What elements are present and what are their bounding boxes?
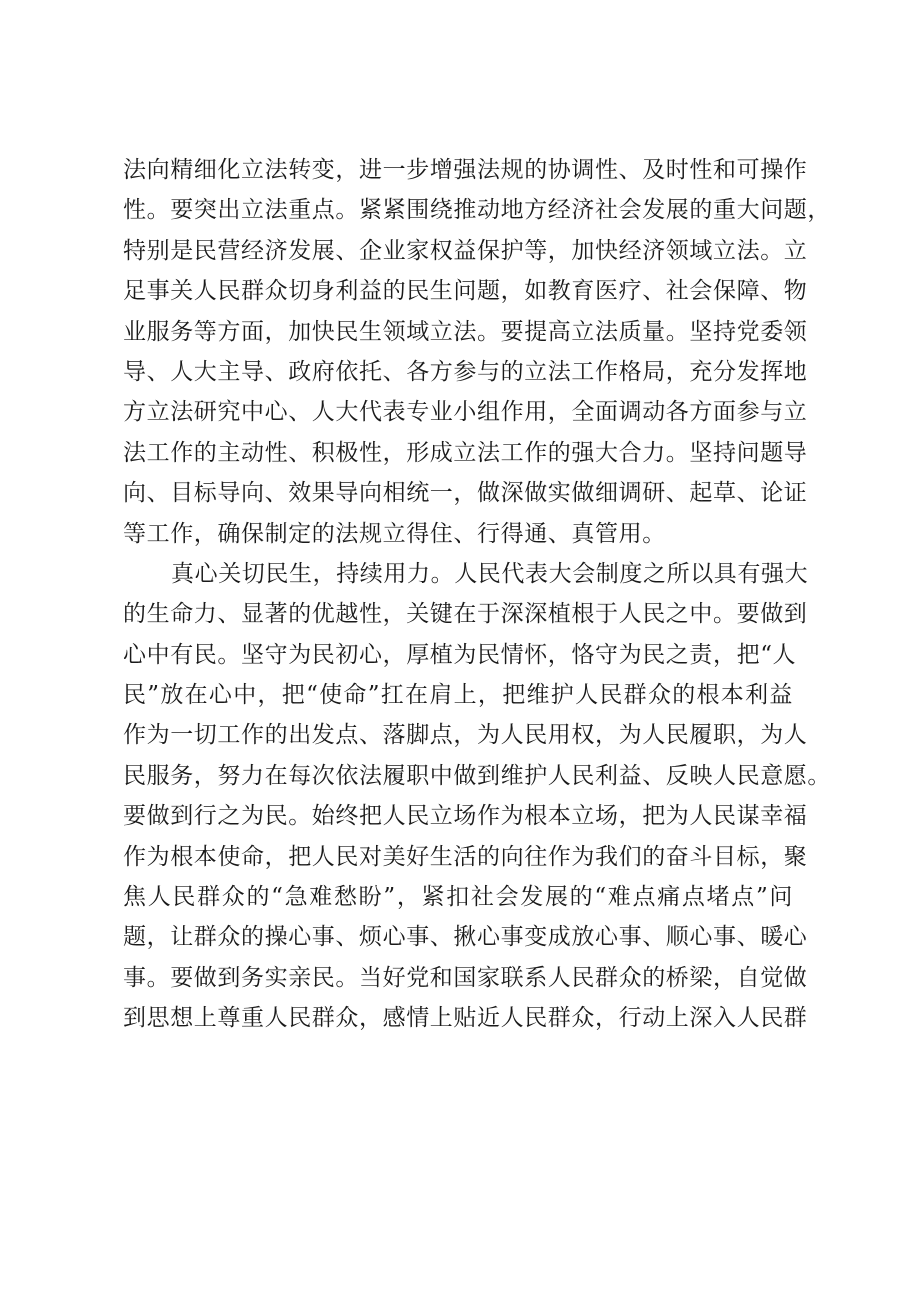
text-line: 民”放在心中，把“使命”扛在肩上，把维护人民群众的根本利益 — [123, 682, 793, 709]
text-line: 业服务等方面，加快民生领域立法。要提高立法质量。坚持党委领 — [123, 318, 808, 345]
text-line: 题，让群众的操心事、烦心事、揪心事变成放心事、顺心事、暖心 — [123, 924, 808, 951]
text-line: 作为一切工作的出发点、落脚点，为人民用权，为人民履职，为人 — [123, 722, 808, 749]
text-line: 方立法研究中心、人大代表专业小组作用，全面调动各方面参与立 — [123, 399, 808, 426]
text-line: 法工作的主动性、积极性，形成立法工作的强大合力。坚持问题导 — [123, 439, 808, 466]
text-line: 足事关人民群众切身利益的民生问题，如教育医疗、社会保障、物 — [123, 278, 808, 305]
text-line: 心中有民。坚守为民初心，厚植为民情怀，恪守为民之责，把“人 — [123, 641, 797, 668]
text-line: 作为根本使命，把人民对美好生活的向往作为我们的奋斗目标，聚 — [123, 843, 808, 870]
text-line: 民服务，努力在每次依法履职中做到维护人民利益、反映人民意愿。 — [123, 762, 831, 789]
text-line: 向、目标导向、效果导向相统一，做深做实做细调研、起草、论证 — [123, 480, 808, 507]
text-line: 事。要做到务实亲民。当好党和国家联系人民群众的桥梁，自觉做 — [123, 964, 808, 991]
document-body — [123, 150, 831, 1039]
text-line: 性。要突出立法重点。紧紧围绕推动地方经济社会发展的重大问题， — [123, 197, 831, 224]
text-line: 导、人大主导、政府依托、各方参与的立法工作格局，充分发挥地 — [123, 358, 808, 385]
text-line: 等工作，确保制定的法规立得住、行得通、真管用。 — [123, 520, 666, 547]
text-line: 法向精细化立法转变，进一步增强法规的协调性、及时性和可操作 — [123, 157, 808, 183]
text-line: 的生命力、显著的优越性，关键在于深深植根于人民之中。要做到 — [123, 601, 808, 628]
text-line: 焦人民群众的“急难愁盼”，紧扣社会发展的“难点痛点堵点”问 — [123, 884, 793, 911]
text-line: 特别是民营经济发展、企业家权益保护等，加快经济领域立法。立 — [123, 237, 808, 264]
text-line: 到思想上尊重人民群众，感情上贴近人民群众，行动上深入人民群 — [123, 1005, 808, 1032]
paragraph-first-line: 真心关切民生，持续用力。人民代表大会制度之所以具有强大 — [171, 560, 809, 587]
text-line: 要做到行之为民。始终把人民立场作为根本立场，把为人民谋幸福 — [123, 803, 808, 830]
